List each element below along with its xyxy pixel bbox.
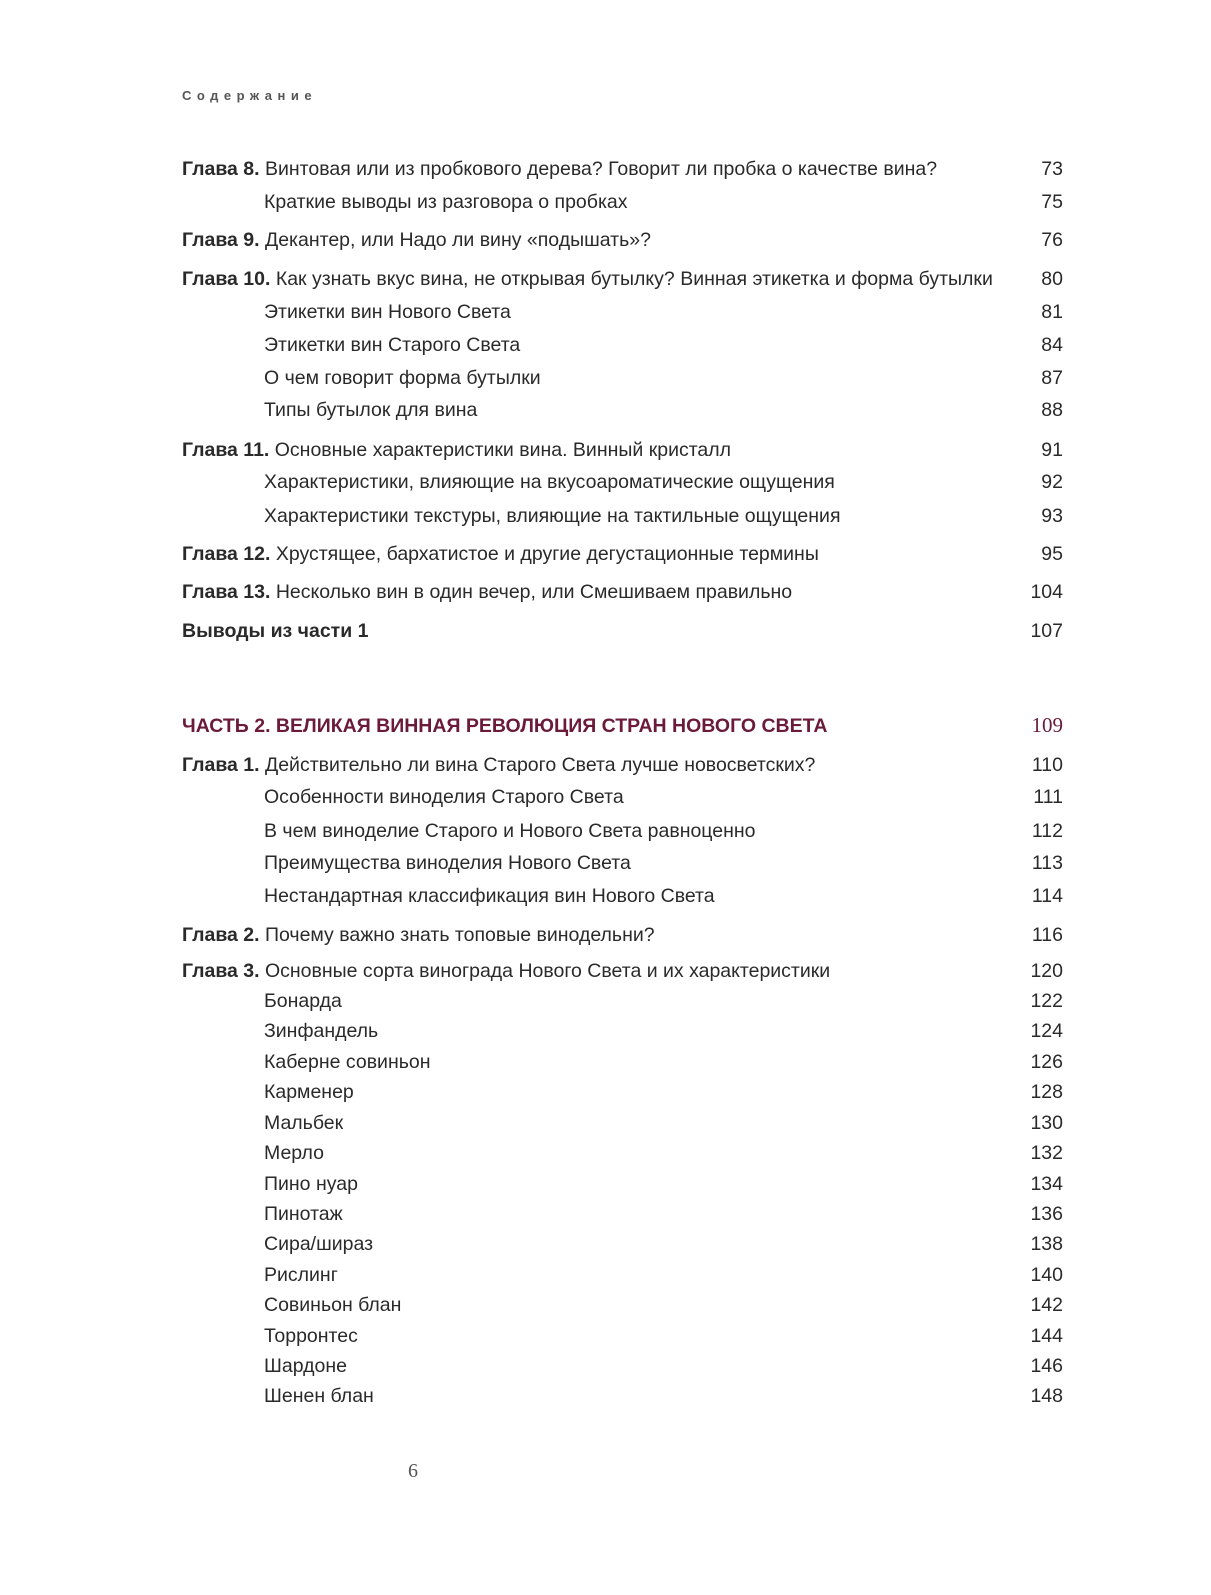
- page-number: 110: [1031, 754, 1063, 776]
- toc-entry-section: [182, 1018, 1063, 1044]
- page-number: 136: [1030, 1203, 1063, 1225]
- toc-entry-section: [182, 299, 1063, 325]
- entry-title: Сира/шираз: [264, 1233, 374, 1255]
- entry-title: Выводы из части 1: [182, 620, 369, 642]
- toc-entry-section: [182, 1079, 1063, 1105]
- chapter-label: Глава 13.: [182, 581, 271, 603]
- toc-entry-chapter: [182, 579, 1063, 605]
- page-number: 91: [1041, 439, 1063, 461]
- page-number: 107: [1030, 620, 1063, 642]
- toc-entry-section: [182, 503, 1063, 529]
- entry-title: Декантер, или Надо ли вину «подышать»?: [259, 229, 651, 251]
- entry-title: Типы бутылок для вина: [264, 399, 478, 421]
- page-number: 122: [1030, 990, 1063, 1012]
- entry-title: Пинотаж: [264, 1203, 343, 1225]
- page-number: 138: [1030, 1233, 1063, 1255]
- chapter-label: Глава 3.: [182, 960, 260, 982]
- chapter-label: Глава 11.: [182, 439, 270, 461]
- toc-entry-chapter: [182, 958, 1063, 984]
- toc-entry-section: [182, 883, 1063, 909]
- toc-entry-section: [182, 1171, 1063, 1197]
- page-number: 76: [1041, 229, 1063, 251]
- page-number: 130: [1030, 1112, 1063, 1134]
- page-number: 80: [1041, 268, 1063, 290]
- toc-entry-chapter: [182, 922, 1063, 948]
- page-number: 126: [1030, 1051, 1063, 1073]
- toc-entry-section: [182, 784, 1063, 810]
- chapter-label: Глава 2.: [182, 924, 260, 946]
- page-number: 84: [1041, 334, 1063, 356]
- toc-entry-section: [182, 850, 1063, 876]
- page-number: 111: [1033, 786, 1063, 808]
- page-number: 87: [1041, 367, 1063, 389]
- page-number: 92: [1041, 471, 1063, 493]
- entry-title: Хрустящее, бархатистое и другие дегустационные термины: [270, 543, 819, 565]
- entry-title: Мальбек: [264, 1112, 344, 1134]
- toc-entry-section: [182, 818, 1063, 844]
- entry-title: Мерло: [264, 1142, 324, 1164]
- toc-entry-chapter: [182, 437, 1063, 463]
- page-number: 112: [1031, 820, 1063, 842]
- page-folio: 6: [408, 1460, 418, 1482]
- page-number: 109: [1031, 713, 1063, 737]
- page-number: 120: [1030, 960, 1063, 982]
- entry-title: Как узнать вкус вина, не открывая бутылку? Винная этикетка и форма бутылки: [270, 268, 993, 290]
- entry-title: Краткие выводы из разговора о пробках: [264, 191, 628, 213]
- toc-entry-part: [182, 712, 1063, 739]
- entry-title: В чем виноделие Старого и Нового Света равноценно: [264, 820, 756, 842]
- entry-title: Совиньон блан: [264, 1294, 402, 1316]
- toc-entry-section: [182, 1201, 1063, 1227]
- toc-entry-chapter: [182, 752, 1063, 778]
- entry-title: Почему важно знать топовые винодельни?: [259, 924, 655, 946]
- toc-entry-chapter: [182, 541, 1063, 567]
- entry-title: Бонарда: [264, 990, 342, 1012]
- page-number: 95: [1041, 543, 1063, 565]
- toc-entry-chapter: [182, 156, 1063, 182]
- toc-entry-section: [182, 365, 1063, 391]
- page-number: 81: [1041, 301, 1063, 323]
- entry-title: Пино нуар: [264, 1173, 358, 1195]
- page-number: 134: [1030, 1173, 1063, 1195]
- page-number: 124: [1030, 1020, 1063, 1042]
- toc-entry-section: [182, 1140, 1063, 1166]
- entry-title: О чем говорит форма бутылки: [264, 367, 541, 389]
- entry-title: Характеристики текстуры, влияющие на тактильные ощущения: [264, 505, 841, 527]
- entry-title: Шардоне: [264, 1355, 347, 1377]
- page-number: 148: [1030, 1385, 1063, 1407]
- entry-title: Преимущества виноделия Нового Света: [264, 852, 631, 874]
- chapter-label: Глава 9.: [182, 229, 260, 251]
- chapter-label: Глава 8.: [182, 158, 260, 180]
- page-number: 132: [1030, 1142, 1063, 1164]
- toc-entry-section: [182, 1323, 1063, 1349]
- toc-entry-section: [182, 469, 1063, 495]
- toc-entry-section: [182, 1049, 1063, 1075]
- page-number: 113: [1031, 852, 1063, 874]
- entry-title: Несколько вин в один вечер, или Смешиваем правильно: [270, 581, 793, 603]
- page-number: 93: [1041, 505, 1063, 527]
- entry-title: Торронтес: [264, 1325, 358, 1347]
- page-number: 73: [1041, 158, 1063, 180]
- toc-entry-section: [182, 1383, 1063, 1409]
- chapter-label: Глава 12.: [182, 543, 271, 565]
- part-title: ЧАСТЬ 2. ВЕЛИКАЯ ВИННАЯ РЕВОЛЮЦИЯ СТРАН НОВОГО СВЕТА: [182, 715, 828, 737]
- page-number: 114: [1031, 885, 1063, 907]
- page-number: 75: [1041, 191, 1063, 213]
- toc-entry-section: [182, 397, 1063, 423]
- toc-entry-summary: [182, 618, 1063, 644]
- page-number: 146: [1030, 1355, 1063, 1377]
- toc-entry-section: [182, 1292, 1063, 1318]
- running-head: Содержание: [182, 88, 318, 103]
- entry-title: Зинфандель: [264, 1020, 379, 1042]
- toc-entry-section: [182, 1231, 1063, 1257]
- page-number: 144: [1030, 1325, 1063, 1347]
- toc-entry-section: [182, 1110, 1063, 1136]
- chapter-label: Глава 1.: [182, 754, 260, 776]
- page-number: 142: [1030, 1294, 1063, 1316]
- page-number: 140: [1030, 1264, 1063, 1286]
- entry-title: Рислинг: [264, 1264, 338, 1286]
- entry-title: Характеристики, влияющие на вкусоароматические ощущения: [264, 471, 835, 493]
- entry-title: Основные характеристики вина. Винный кристалл: [269, 439, 732, 461]
- toc-entry-section: [182, 189, 1063, 215]
- toc-entry-section: [182, 332, 1063, 358]
- entry-title: Каберне совиньон: [264, 1051, 431, 1073]
- entry-title: Этикетки вин Старого Света: [264, 334, 521, 356]
- entry-title: Нестандартная классификация вин Нового Света: [264, 885, 715, 907]
- entry-title: Шенен блан: [264, 1385, 374, 1407]
- page-number: 128: [1030, 1081, 1063, 1103]
- page-number: 88: [1041, 399, 1063, 421]
- entry-title: Особенности виноделия Старого Света: [264, 786, 624, 808]
- toc-entry-chapter: [182, 227, 1063, 253]
- entry-title: Этикетки вин Нового Света: [264, 301, 511, 323]
- chapter-label: Глава 10.: [182, 268, 271, 290]
- entry-title: Карменер: [264, 1081, 354, 1103]
- entry-title: Основные сорта винограда Нового Света и их характеристики: [259, 960, 831, 982]
- page-number: 116: [1031, 924, 1063, 946]
- entry-title: Винтовая или из пробкового дерева? Говорит ли пробка о качестве вина?: [259, 158, 938, 180]
- entry-title: Действительно ли вина Старого Света лучше новосветских?: [259, 754, 816, 776]
- page-number: 104: [1030, 581, 1063, 603]
- toc-entry-section: [182, 988, 1063, 1014]
- toc-entry-section: [182, 1262, 1063, 1288]
- toc-entry-chapter: [182, 266, 1063, 292]
- toc-entry-section: [182, 1353, 1063, 1379]
